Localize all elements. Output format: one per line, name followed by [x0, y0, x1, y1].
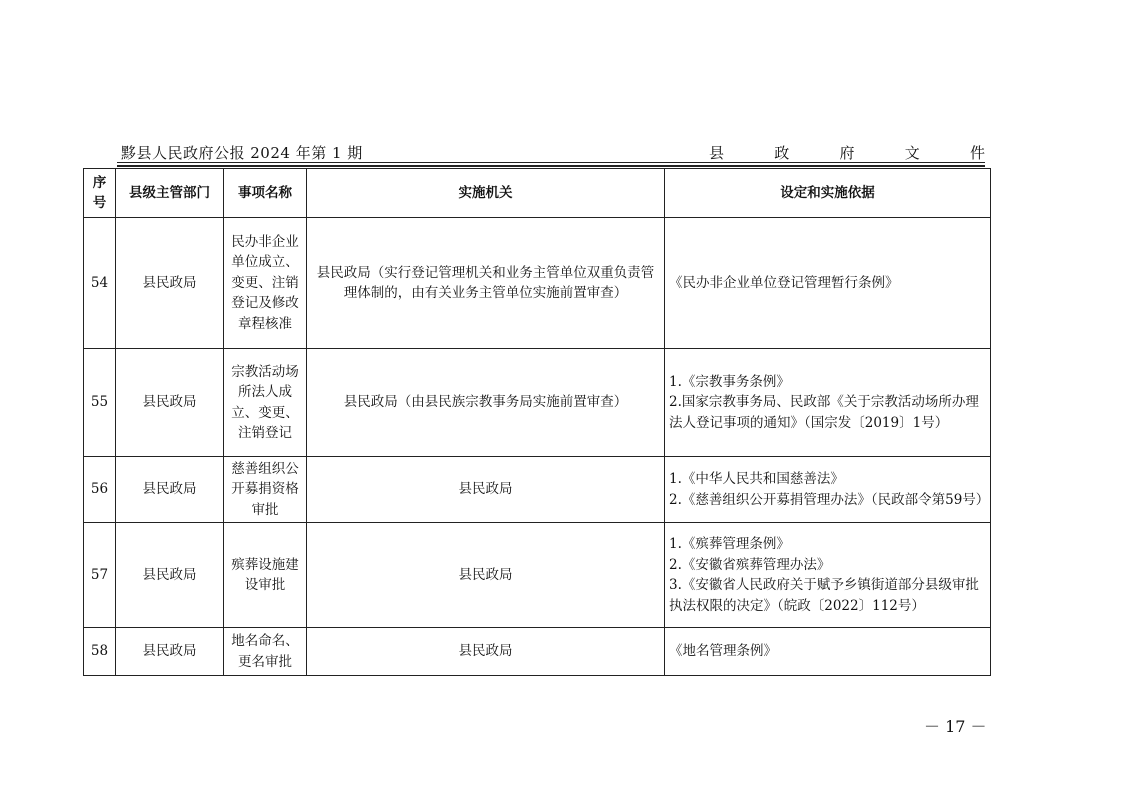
approval-items-table [83, 168, 991, 676]
row-basis [665, 628, 991, 676]
document-category [709, 142, 985, 163]
row-number: 55 [84, 349, 116, 457]
row-agency: 县民政局（实行登记管理机关和业务主管单位双重负责管理体制的，由有关业务主管单位实施前置审查） [307, 218, 665, 349]
row-basis [665, 349, 991, 457]
basis-line: 2.国家宗教事务局、民政部《关于宗教活动场所办理法人登记事项的通知》（国宗发〔2019〕1号） [669, 394, 979, 431]
row-department: 县民政局 [116, 457, 224, 523]
header-rule-thin [117, 162, 985, 163]
basis-line: 3.《安徽省人民政府关于赋予乡镇街道部分县级审批执法权限的决定》（皖政〔2022〕112号） [669, 577, 979, 614]
row-number: 56 [84, 457, 116, 523]
bulletin-title: 黟县人民政府公报 2024 年第 1 期 [121, 144, 363, 162]
table-header-row [84, 169, 991, 218]
col-header-number: 序号 [84, 169, 116, 218]
basis-line: 《民办非企业单位登记管理暂行条例》 [669, 274, 899, 291]
basis-line: 2.《安徽省殡葬管理办法》 [669, 556, 831, 573]
page-header [117, 140, 985, 162]
col-header-item-name: 事项名称 [224, 169, 307, 218]
category-char: 县 [709, 144, 725, 162]
col-header-basis: 设定和实施依据 [665, 169, 991, 218]
row-item-name: 宗教活动场所法人成立、变更、注销登记 [224, 349, 307, 457]
col-header-agency: 实施机关 [307, 169, 665, 218]
header-rule-thick [117, 165, 985, 167]
category-char: 文 [904, 144, 920, 162]
row-item-name: 慈善组织公开募捐资格审批 [224, 457, 307, 523]
row-item-name: 民办非企业单位成立、变更、注销登记及修改章程核准 [224, 218, 307, 349]
row-agency: 县民政局（由县民族宗教事务局实施前置审查） [307, 349, 665, 457]
page-number: － 17 － [924, 717, 987, 736]
row-department: 县民政局 [116, 349, 224, 457]
row-department: 县民政局 [116, 523, 224, 628]
table-row [84, 523, 991, 628]
row-agency: 县民政局 [307, 628, 665, 676]
row-number: 57 [84, 523, 116, 628]
row-number: 58 [84, 628, 116, 676]
category-char: 件 [969, 144, 985, 162]
table-row [84, 218, 991, 349]
row-basis [665, 218, 991, 349]
row-item-name: 殡葬设施建设审批 [224, 523, 307, 628]
row-basis [665, 457, 991, 523]
table-row [84, 628, 991, 676]
row-item-name: 地名命名、更名审批 [224, 628, 307, 676]
basis-line: 1.《宗教事务条例》 [669, 373, 790, 390]
row-agency: 县民政局 [307, 457, 665, 523]
basis-line: 1.《中华人民共和国慈善法》 [669, 471, 844, 487]
row-number: 54 [84, 218, 116, 349]
row-basis [665, 523, 991, 628]
row-department: 县民政局 [116, 218, 224, 349]
table-row [84, 349, 991, 457]
basis-line: 《地名管理条例》 [669, 643, 777, 660]
category-char: 府 [839, 144, 855, 162]
row-agency: 县民政局 [307, 523, 665, 628]
table-row [84, 457, 991, 523]
col-header-department: 县级主管部门 [116, 169, 224, 218]
basis-line: 1.《殡葬管理条例》 [669, 536, 790, 552]
row-department: 县民政局 [116, 628, 224, 676]
basis-line: 2.《慈善组织公开募捐管理办法》（民政部令第59号） [669, 491, 990, 508]
category-char: 政 [774, 144, 790, 162]
